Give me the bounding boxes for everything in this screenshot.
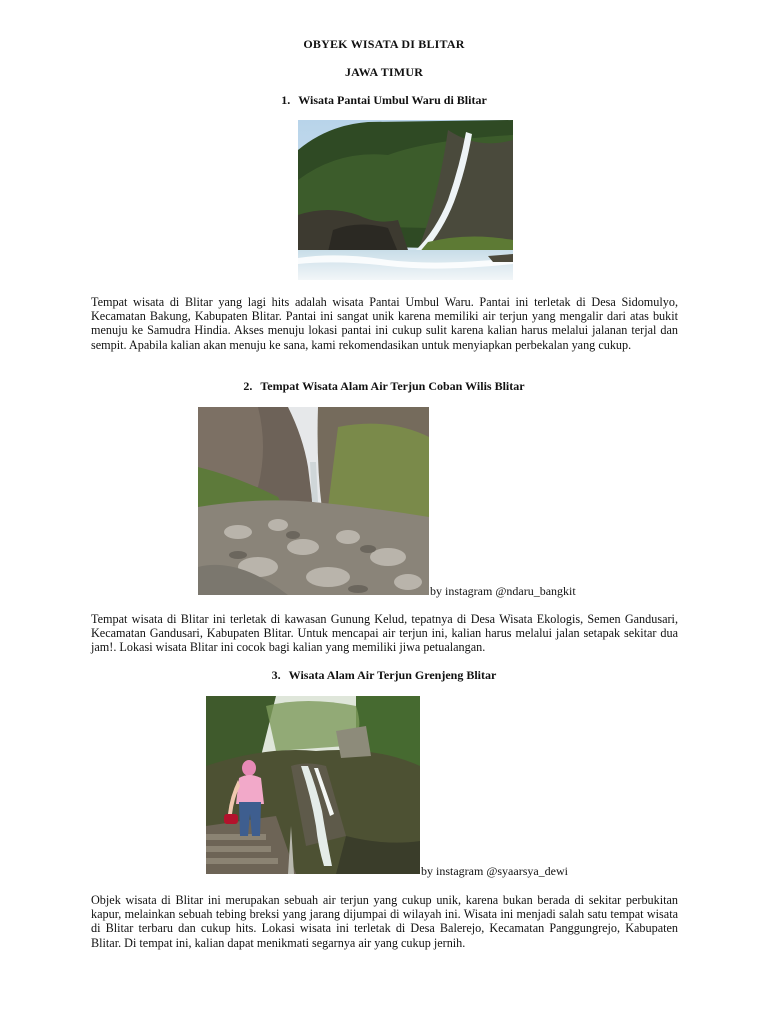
section-2-number: 2.	[243, 379, 253, 393]
section-2-paragraph: Tempat wisata di Blitar ini terletak di kawasan Gunung Kelud, tepatnya di Desa Wisata Ekologis, Semen Gandusari, Kecamatan Gandusari, Kabupaten Blitar. Untuk mencapai air terjun ini, kalian harus melalui jalan setapak sekitar dua jam!. Lokasi wisata Blitar ini cocok bagi kalian yang memiliki jiwa petualangan.	[91, 612, 678, 655]
document-title: OBYEK WISATA DI BLITAR	[303, 37, 465, 51]
section-2-photo-credit: by instagram @ndaru_bangkit	[430, 584, 576, 598]
section-1-paragraph: Tempat wisata di Blitar yang lagi hits adalah wisata Pantai Umbul Waru. Pantai ini terletak di Desa Sidomulyo, Kecamatan Bakung, Kabupaten Blitar. Pantai ini sangat unik karena memiliki air terjun yang mengalir dari atas bukit menuju ke Samudra Hindia. Akses menuju lokasi pantai ini cukup sulit karena kalian harus melalui jalanan terjal dan sempit. Apabila kalian akan menuju ke sana, kami rekomendasikan untuk menyiapkan perbekalan yang cukup.	[91, 295, 678, 352]
document-subtitle: JAWA TIMUR	[344, 65, 424, 79]
section-3-photo-credit: by instagram @syaarsya_dewi	[421, 864, 569, 878]
section-3-title: Wisata Alam Air Terjun Grenjeng Blitar	[288, 668, 497, 682]
section-1-title: Wisata Pantai Umbul Waru di Blitar	[298, 93, 487, 107]
section-1-photo	[298, 120, 513, 280]
section-1-heading	[0, 93, 768, 108]
section-2-title: Tempat Wisata Alam Air Terjun Coban Wilis Blitar	[260, 379, 525, 393]
section-2-heading	[0, 379, 768, 394]
section-2-photo	[198, 407, 429, 595]
section-3-heading	[0, 668, 768, 683]
section-1-number: 1.	[281, 93, 291, 107]
section-3-paragraph: Objek wisata di Blitar ini merupakan sebuah air terjun yang cukup unik, karena bukan berada di sekitar perbukitan kapur, melainkan sebuah tebing breksi yang jarang dijumpai di wilayah ini. Wisata ini menjadi salah satu tempat wisata di Blitar terbaru dan cukup hits. Lokasi wisata ini terletak di Desa Balerejo, Kecamatan Panggungrejo, Kabupaten Blitar. Di tempat ini, kalian dapat menikmati segarnya air yang cukup jernih.	[91, 893, 678, 950]
section-3-number: 3.	[271, 668, 281, 682]
section-3-photo	[206, 696, 420, 874]
